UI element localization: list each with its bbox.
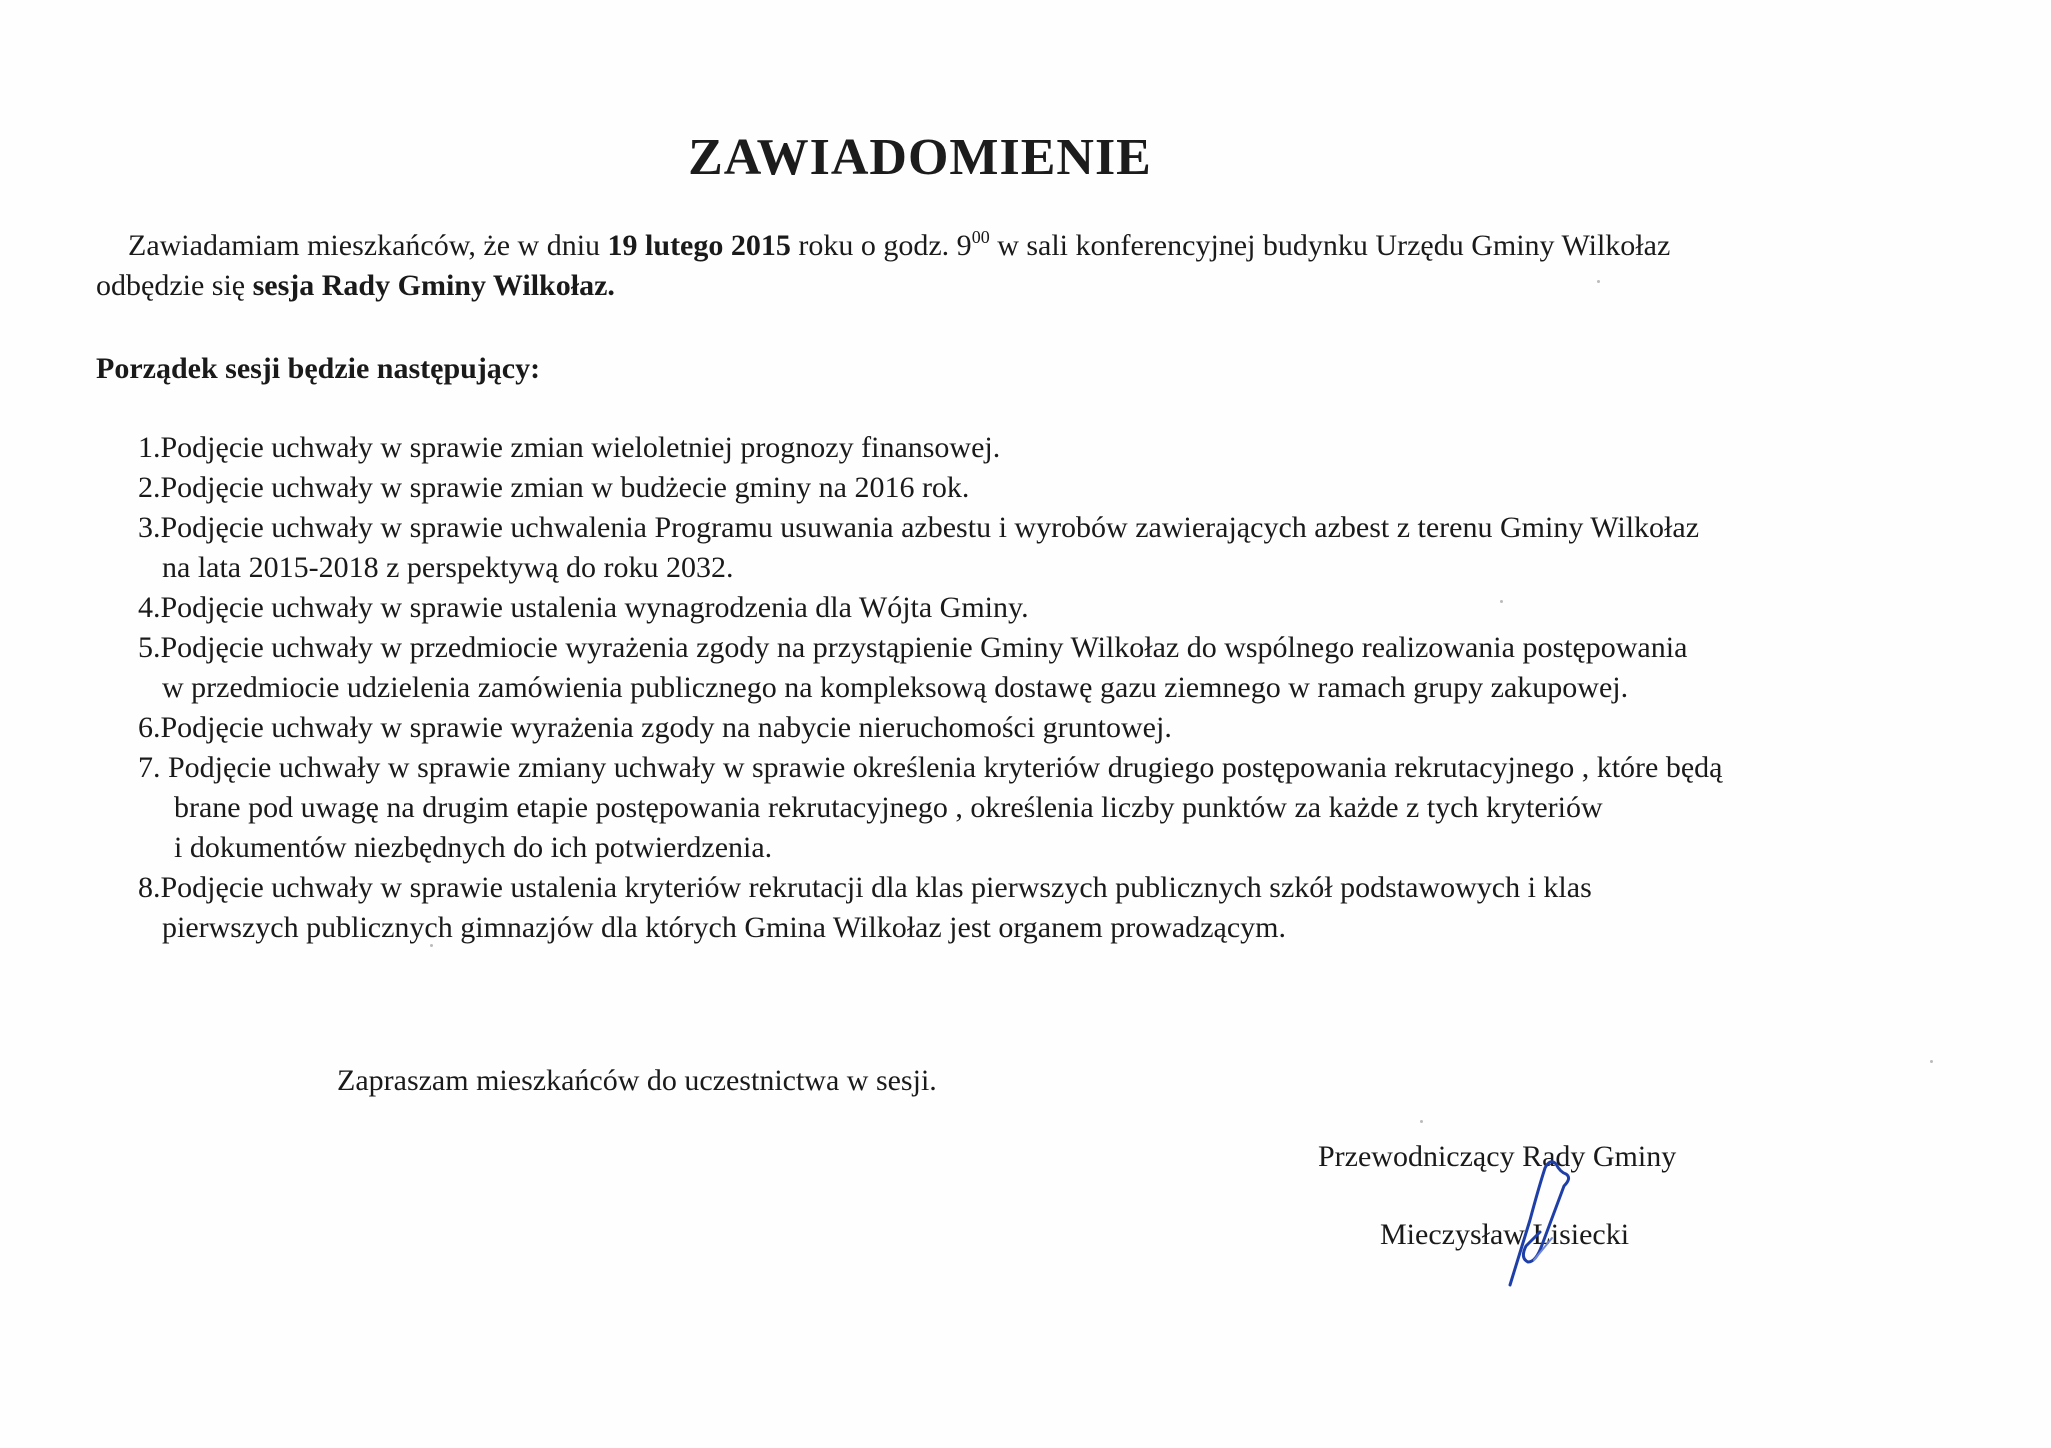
signatory-title: Przewodniczący Rady Gminy [1318, 1140, 1677, 1173]
agenda-item-line: 3.Podjęcie uchwały w sprawie uchwalenia Programu usuwania azbestu i wyrobów zawierających azbest z terenu Gminy Wilkołaz [138, 511, 1700, 544]
intro-text: roku o godz. 9 [790, 229, 972, 262]
agenda-item-line: w przedmiocie udzielenia zamówienia publicznego na kompleksową dostawę gazu ziemnego w ramach grupy zakupowej. [162, 671, 1629, 704]
intro-text: Zawiadamiam mieszkańców, że w dniu [128, 229, 608, 262]
agenda-item-line: 2.Podjęcie uchwały w sprawie zmian w budżecie gminy na 2016 rok. [138, 471, 970, 504]
scan-speck [1597, 280, 1600, 283]
agenda-item-2 [138, 468, 2038, 508]
scan-speck [1930, 1060, 1933, 1063]
agenda-item-7 [138, 748, 2038, 868]
intro-text: w sali konferencyjnej budynku Urzędu Gminy Wilkołaz [989, 229, 1671, 262]
agenda-list [138, 428, 2038, 948]
agenda-item-line: brane pod uwagę na drugim etapie postępowania rekrutacyjnego , określenia liczby punktów za każde z tych kryteriów [174, 791, 1603, 824]
agenda-item-5 [138, 628, 2038, 708]
agenda-item-line: na lata 2015-2018 z perspektywą do roku 2032. [162, 551, 734, 584]
agenda-item-line: pierwszych publicznych gimnazjów dla których Gmina Wilkołaz jest organem prowadzącym. [162, 911, 1287, 944]
intro-text: odbędzie się [96, 269, 253, 302]
intro-line-2 [96, 266, 1996, 306]
agenda-item-8 [138, 868, 2038, 948]
scan-speck [1500, 600, 1503, 603]
signatory-name: Mieczysław Lisiecki [1380, 1218, 1630, 1251]
session-date: 19 lutego 2015 [607, 229, 791, 262]
document-title: ZAWIADOMIENIE [688, 129, 1152, 186]
agenda-item-line: 8.Podjęcie uchwały w sprawie ustalenia kryteriów rekrutacji dla klas pierwszych publicznych szkół podstawowych i klas [138, 871, 1592, 904]
agenda-item-line: i dokumentów niezbędnych do ich potwierdzenia. [174, 831, 773, 864]
agenda-item-line: 7. Podjęcie uchwały w sprawie zmiany uchwały w sprawie określenia kryteriów drugiego postępowania rekrutacyjnego , które będą [138, 751, 1723, 784]
intro-paragraph [96, 226, 1996, 306]
scan-speck [430, 944, 433, 947]
session-time-minutes: 00 [971, 227, 990, 247]
scan-speck [1420, 1120, 1423, 1123]
agenda-item-line: 6.Podjęcie uchwały w sprawie wyrażenia zgody na nabycie nieruchomości gruntowej. [138, 711, 1172, 744]
session-name: sesja Rady Gminy Wilkołaz. [252, 269, 615, 302]
agenda-item-4 [138, 588, 2038, 628]
agenda-item-6 [138, 708, 2038, 748]
closing-invitation: Zapraszam mieszkańców do uczestnictwa w sesji. [337, 1064, 937, 1097]
agenda-item-line: 1.Podjęcie uchwały w sprawie zmian wieloletniej prognozy finansowej. [138, 431, 1001, 464]
handwritten-signature-icon [1490, 1150, 1610, 1290]
agenda-heading: Porządek sesji będzie następujący: [96, 352, 541, 385]
intro-line-1 [96, 226, 1996, 266]
agenda-item-line: 4.Podjęcie uchwały w sprawie ustalenia wynagrodzenia dla Wójta Gminy. [138, 591, 1029, 624]
agenda-item-line: 5.Podjęcie uchwały w przedmiocie wyrażenia zgody na przystąpienie Gminy Wilkołaz do wspólnego realizowania postępowania [138, 631, 1688, 664]
agenda-item-1 [138, 428, 2038, 468]
agenda-item-3 [138, 508, 2038, 588]
